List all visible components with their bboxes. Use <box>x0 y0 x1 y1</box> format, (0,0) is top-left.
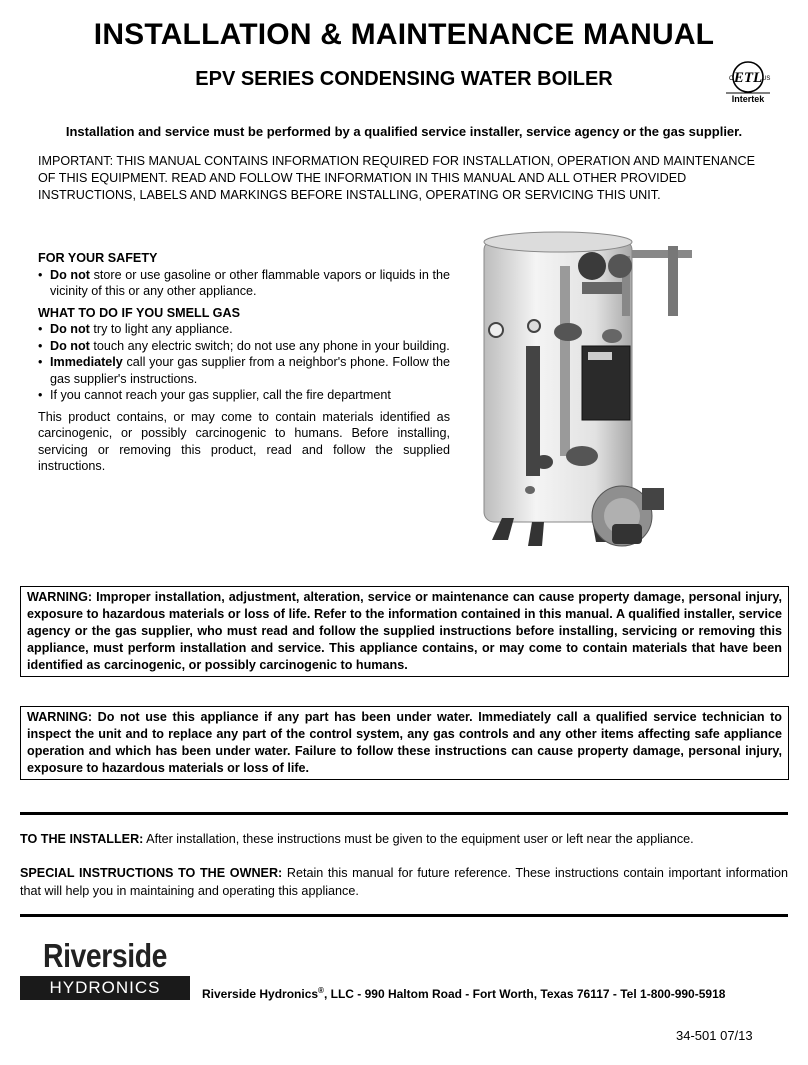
owner-instructions <box>20 864 788 900</box>
qualified-installer-notice: Installation and service must be performed by a qualified service installer, service agency or the gas supplier. <box>65 124 743 139</box>
carcinogen-notice: This product contains, or may come to contain materials identified as carcinogenic, or possibly carcinogenic to humans. Before installing, servicing or removing this product, read and follow the supplied instructions. <box>38 409 450 473</box>
smell-gas-list <box>38 321 450 404</box>
installer-instructions <box>20 832 788 846</box>
safety-heading: FOR YOUR SAFETY <box>38 251 158 265</box>
owner-text: Retain this manual for future reference. These instructions contain important information that will help you in maintaining and operating this appliance. <box>20 866 788 898</box>
safety-list <box>38 267 450 300</box>
smell-gas-item: • Do not try to light any appliance. <box>38 321 450 338</box>
smell-gas-item: • Immediately call your gas supplier from a neighbor's phone. Follow the gas supplier's instructions. <box>38 354 450 387</box>
riverside-hydronics-logo <box>20 938 190 1000</box>
installer-text: After installation, these instructions must be given to the equipment user or left near the appliance. <box>143 832 694 846</box>
svg-text:ETL: ETL <box>733 70 763 86</box>
installer-label: TO THE INSTALLER: <box>20 832 144 846</box>
cert-c-text: C <box>729 76 734 82</box>
smell-gas-heading: WHAT TO DO IF YOU SMELL GAS <box>38 305 240 320</box>
document-title: INSTALLATION & MAINTENANCE MANUAL <box>93 18 715 51</box>
safety-item: • Do not store or use gasoline or other flammable vapors or liquids in the vicinity of this or any other appliance. <box>38 267 450 300</box>
important-notice: IMPORTANT: THIS MANUAL CONTAINS INFORMATION REQUIRED FOR INSTALLATION, OPERATION AND MAINTENANCE OF THIS EQUIPMENT. READ AND FOLLOW THE INFORMATION IN THIS MANUAL AND ALL OTHER PROVIDED INSTRUCTIONS, LABELS AND MARKINGS BEFORE INSTALLING, OPERATING OR SERVICING THIS UNIT. <box>38 154 755 202</box>
document-subtitle: EPV SERIES CONDENSING WATER BOILER <box>195 68 613 90</box>
warning-box-improper-installation: WARNING: Improper installation, adjustment, alteration, service or maintenance can cause property damage, personal injury, exposure to hazardous materials or loss of life. Refer to the information contained in this manual. A qualified installer, service agency or the gas supplier, who must read and follow the supplied instructions before installing, servicing or removing this appliance, must perform installation and service. This appliance contains, or may come to contain materials that have been identified as carcinogenic, or possibly carcinogenic to humans. <box>20 586 789 677</box>
boiler-product-photo <box>472 226 708 566</box>
warning-box-water-damage: WARNING: Do not use this appliance if any part has been under water. Immediately call a qualified service technician to inspect the unit and to replace any part of the control system, any gas controls and any other items affecting safe appliance operation and which has been under water. Failure to follow these instructions can cause property damage, personal injury, exposure to hazardous materials or loss of life. <box>20 706 789 780</box>
document-number: 34-501 07/13 <box>676 1028 753 1043</box>
intertek-label: Intertek <box>731 94 765 104</box>
logo-subbrand: HYDRONICS <box>20 976 190 1000</box>
horizontal-divider <box>20 812 788 815</box>
logo-wordmark: Riverside <box>43 937 167 974</box>
cert-us-text: US <box>762 76 771 82</box>
owner-label: SPECIAL INSTRUCTIONS TO THE OWNER: <box>20 866 283 880</box>
smell-gas-item: • Do not touch any electric switch; do not use any phone in your building. <box>38 338 450 355</box>
smell-gas-item: • If you cannot reach your gas supplier, call the fire department <box>38 387 450 404</box>
horizontal-divider <box>20 914 788 917</box>
safety-column <box>38 250 450 475</box>
company-address: Riverside Hydronics®, LLC - 990 Haltom Road - Fort Worth, Texas 76117 - Tel 1-800-990-5918 <box>202 986 726 1001</box>
